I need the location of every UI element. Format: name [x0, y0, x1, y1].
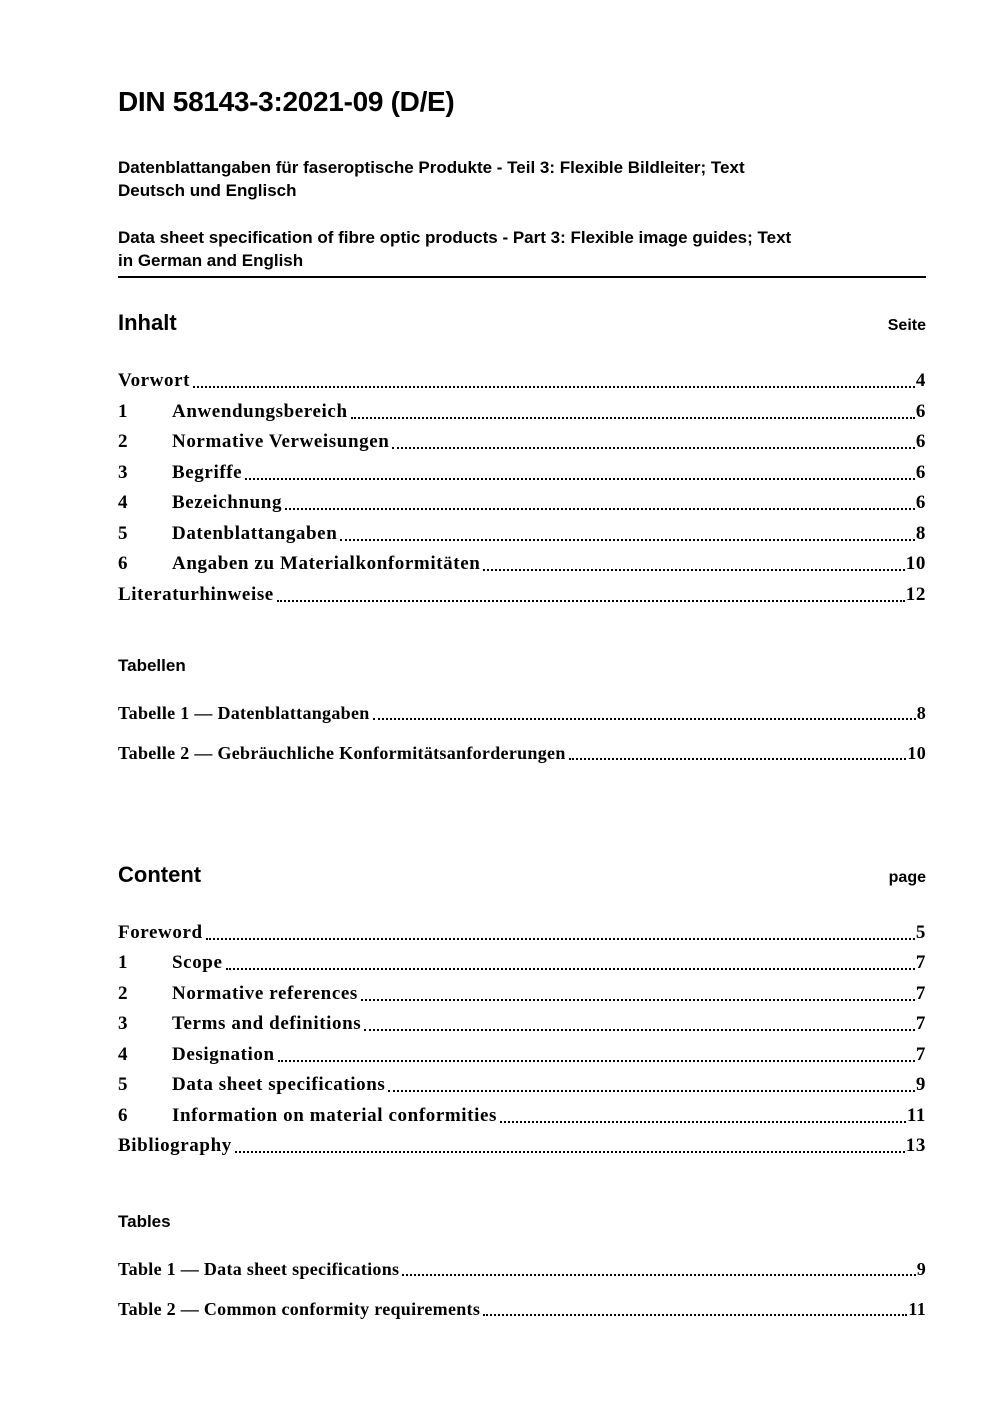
toc-entry-scope[interactable] [118, 952, 926, 974]
toc-entry-label: Data sheet specifications [172, 1074, 386, 1095]
toc-entry-page: 7 [915, 1043, 926, 1065]
dot-leader [392, 447, 914, 449]
toc-entry-literaturhinweise[interactable] [118, 584, 926, 606]
toc-entry-page: 10 [905, 553, 926, 574]
toc-entry-page: 5 [915, 921, 926, 943]
dot-leader [193, 386, 915, 388]
toc-entry-label: Foreword [118, 921, 203, 943]
toc-entry-designation[interactable] [118, 1044, 926, 1066]
toc-entry-label: Normative Verweisungen [172, 431, 390, 452]
dot-leader [351, 417, 915, 419]
toc-entry-bibliography[interactable] [118, 1135, 926, 1157]
toc-entry-anwendungsbereich[interactable] [118, 401, 926, 423]
table-entry-page: 9 [916, 1259, 926, 1279]
dot-leader [277, 600, 905, 602]
table-entry-label: Tabelle 2 — Gebräuchliche Konformitätsanforderungen [118, 742, 566, 763]
toc-entry-page: 7 [915, 1013, 926, 1034]
tables-german-heading: Tabellen [118, 655, 186, 675]
table-entry-table-2[interactable] [118, 1298, 926, 1320]
toc-entry-label: Terms and definitions [172, 1013, 362, 1034]
toc-entry-number: 1 [118, 952, 129, 973]
toc-entry-bezeichnung[interactable] [118, 492, 926, 514]
title-german-line2: Deutsch und Englisch [118, 181, 297, 200]
title-german-line1: Datenblattangaben für faseroptische Produkte - Teil 3: Flexible Bildleiter; Text [118, 158, 745, 177]
toc-entry-number: 2 [118, 982, 129, 1004]
toc-entry-terms-and-definitions[interactable] [118, 1013, 926, 1035]
toc-entry-number: 4 [118, 1043, 129, 1065]
toc-entry-material-conformities[interactable] [118, 1105, 926, 1127]
toc-entry-page: 7 [915, 982, 926, 1004]
dot-leader [245, 478, 915, 480]
toc-german-section [118, 310, 926, 764]
toc-english-header-row [118, 862, 926, 888]
toc-entry-label: Designation [172, 1043, 275, 1065]
toc-entry-page: 6 [915, 400, 926, 422]
toc-entry-number: 6 [118, 1104, 129, 1126]
toc-entry-number: 6 [118, 553, 129, 574]
document-number-heading: DIN 58143-3:2021-09 (D/E) [118, 86, 455, 117]
dot-leader [569, 758, 907, 760]
toc-german-page-column-label: Seite [887, 317, 926, 334]
table-entry-tabelle-1[interactable] [118, 702, 926, 724]
toc-entry-foreword[interactable] [118, 922, 926, 944]
toc-english-page-column-label: page [888, 868, 926, 886]
toc-entry-label: Bibliography [118, 1135, 232, 1156]
dot-leader [500, 1121, 906, 1123]
toc-entry-begriffe[interactable] [118, 462, 926, 484]
toc-entry-normative-references[interactable] [118, 983, 926, 1005]
toc-german-heading: Inhalt [118, 310, 177, 335]
toc-english-section [118, 862, 926, 1321]
title-divider-rule [118, 276, 926, 278]
toc-entry-label: Bezeichnung [172, 492, 283, 513]
toc-entry-number: 3 [118, 461, 129, 483]
dot-leader [206, 938, 915, 940]
toc-entry-label: Information on material conformities [172, 1104, 498, 1126]
toc-entry-page: 7 [915, 952, 926, 973]
dot-leader [235, 1151, 905, 1153]
title-english-line2: in German and English [118, 251, 304, 270]
tables-german-list [118, 702, 926, 764]
toc-entry-page: 9 [915, 1074, 926, 1095]
dot-leader [483, 1314, 907, 1316]
toc-entry-label: Begriffe [172, 461, 243, 483]
toc-entry-label: Scope [172, 952, 223, 973]
tables-english-list [118, 1258, 926, 1320]
table-entry-tabelle-2[interactable] [118, 742, 926, 764]
toc-entry-page: 8 [915, 522, 926, 544]
dot-leader [483, 569, 904, 571]
table-entry-table-1[interactable] [118, 1258, 926, 1280]
toc-entry-label: Datenblattangaben [172, 522, 338, 544]
toc-entry-page: 6 [915, 492, 926, 513]
table-entry-label: Table 1 — Data sheet specifications [118, 1259, 400, 1279]
title-english-line1: Data sheet specification of fibre optic products - Part 3: Flexible image guides; Text [118, 228, 792, 247]
dot-leader [226, 968, 915, 970]
toc-entry-data-sheet-specifications[interactable] [118, 1074, 926, 1096]
toc-english-heading: Content [118, 861, 202, 887]
toc-entry-page: 6 [915, 431, 926, 452]
dot-leader [285, 508, 915, 510]
toc-entry-page: 12 [905, 583, 926, 605]
toc-german-list [118, 370, 926, 606]
toc-entry-number: 1 [118, 400, 129, 422]
title-english [118, 226, 926, 272]
toc-entry-page: 4 [915, 370, 926, 391]
toc-entry-datenblattangaben[interactable] [118, 523, 926, 545]
toc-german-header-row [118, 310, 926, 336]
title-german [118, 156, 926, 202]
toc-entry-label: Normative references [172, 982, 358, 1004]
dot-leader [402, 1274, 915, 1276]
toc-entry-number: 5 [118, 1074, 129, 1095]
toc-entry-number: 5 [118, 522, 129, 544]
toc-entry-page: 13 [905, 1135, 926, 1156]
dot-leader [361, 999, 915, 1001]
dot-leader [373, 718, 916, 720]
table-entry-page: 11 [908, 1299, 926, 1319]
toc-entry-page: 6 [915, 461, 926, 483]
toc-entry-label: Anwendungsbereich [172, 400, 348, 422]
toc-entry-materialkonformitaeten[interactable] [118, 553, 926, 575]
dot-leader [278, 1060, 915, 1062]
toc-entry-normative-verweisungen[interactable] [118, 431, 926, 453]
toc-english-list [118, 922, 926, 1158]
dot-leader [388, 1090, 914, 1092]
dot-leader [364, 1029, 915, 1031]
toc-entry-label: Literaturhinweise [118, 583, 274, 605]
table-entry-label: Table 2 — Common conformity requirements [118, 1299, 481, 1319]
table-entry-page: 8 [916, 702, 926, 723]
toc-entry-label: Vorwort [118, 370, 191, 391]
toc-entry-page: 11 [906, 1104, 926, 1126]
toc-entry-label: Angaben zu Materialkonformitäten [172, 553, 481, 574]
dot-leader [340, 539, 915, 541]
table-entry-page: 10 [907, 742, 926, 763]
tables-english-heading: Tables [118, 1212, 171, 1231]
toc-entry-number: 2 [118, 431, 129, 452]
toc-entry-number: 4 [118, 492, 129, 513]
toc-entry-number: 3 [118, 1013, 129, 1034]
toc-entry-vorwort[interactable] [118, 370, 926, 392]
table-entry-label: Tabelle 1 — Datenblattangaben [118, 702, 370, 723]
